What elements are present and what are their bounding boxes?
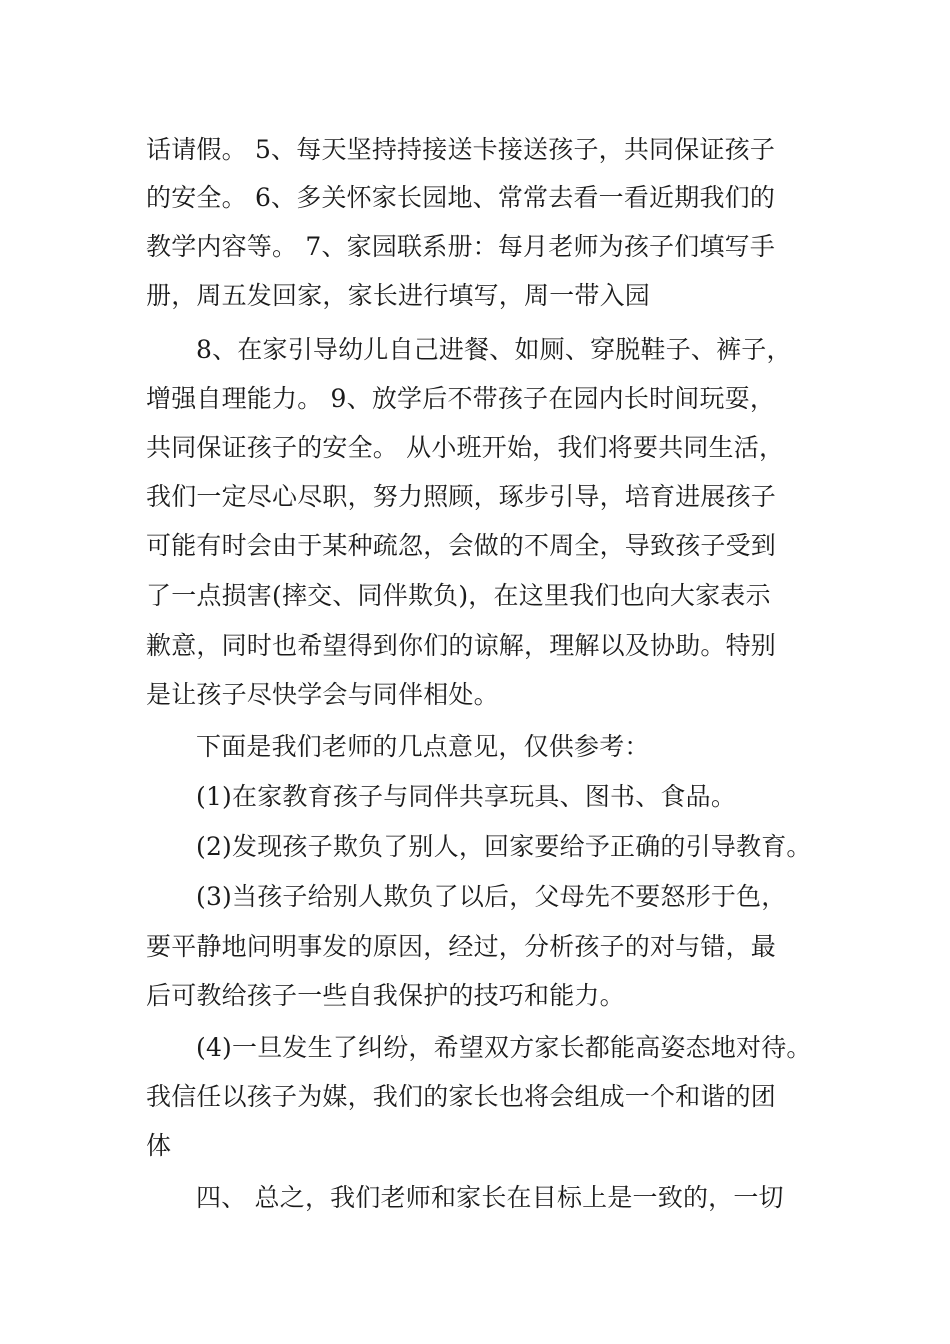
text-line: 我们一定尽心尽职，努力照顾，琢步引导，培育进展孩子 — [146, 482, 777, 511]
text-line: 可能有时会由于某种疏忽，会做的不周全，导致孩子受到 — [146, 531, 777, 560]
text-line: (3)当孩子给别人欺负了以后，父母先不要怒形于色， — [196, 882, 787, 911]
text-line: 要平静地问明事发的原因，经过，分析孩子的对与错，最 — [146, 932, 777, 961]
text-line: 后可教给孩子一些自我保护的技巧和能力。 — [146, 981, 625, 1010]
text-line: 体 — [146, 1131, 172, 1160]
text-line: 歉意，同时也希望得到你们的谅解，理解以及协助。特别 — [146, 631, 777, 660]
text-line: 了一点损害(摔交、同伴欺负)，在这里我们也向大家表示 — [146, 581, 771, 610]
text-line: 增强自理能力。 9、放学后不带孩子在园内长时间玩耍， — [146, 384, 776, 413]
text-line: 册，周五发回家，家长进行填写，周一带入园 — [146, 281, 651, 310]
text-line: 下面是我们老师的几点意见，仅供参考： — [196, 732, 650, 761]
text-line: 教学内容等。 7、家园联系册：每月老师为孩子们填写手 — [146, 232, 776, 261]
text-line: 共同保证孩子的安全。 从小班开始，我们将要共同生活， — [146, 433, 785, 462]
text-line: (1)在家教育孩子与同伴共享玩具、图书、食品。 — [196, 782, 737, 811]
text-line: 话请假。 5、每天坚持持接送卡接送孩子，共同保证孩子 — [146, 135, 776, 164]
text-line: 的安全。 6、多关怀家长园地、常常去看一看近期我们的 — [146, 183, 776, 212]
text-line: (4)一旦发生了纠纷，希望双方家长都能高姿态地对待。 — [196, 1033, 812, 1062]
text-line: 是让孩子尽快学会与同伴相处。 — [146, 680, 499, 709]
text-line: 我信任以孩子为媒，我们的家长也将会组成一个和谐的团 — [146, 1082, 777, 1111]
text-line: 四、 总之，我们老师和家长在目标上是一致的，一切 — [196, 1183, 784, 1212]
text-line: (2)发现孩子欺负了别人，回家要给予正确的引导教育。 — [196, 832, 812, 861]
text-line: 8、在家引导幼儿自己进餐、如厕、穿脱鞋子、裤子， — [196, 335, 792, 364]
